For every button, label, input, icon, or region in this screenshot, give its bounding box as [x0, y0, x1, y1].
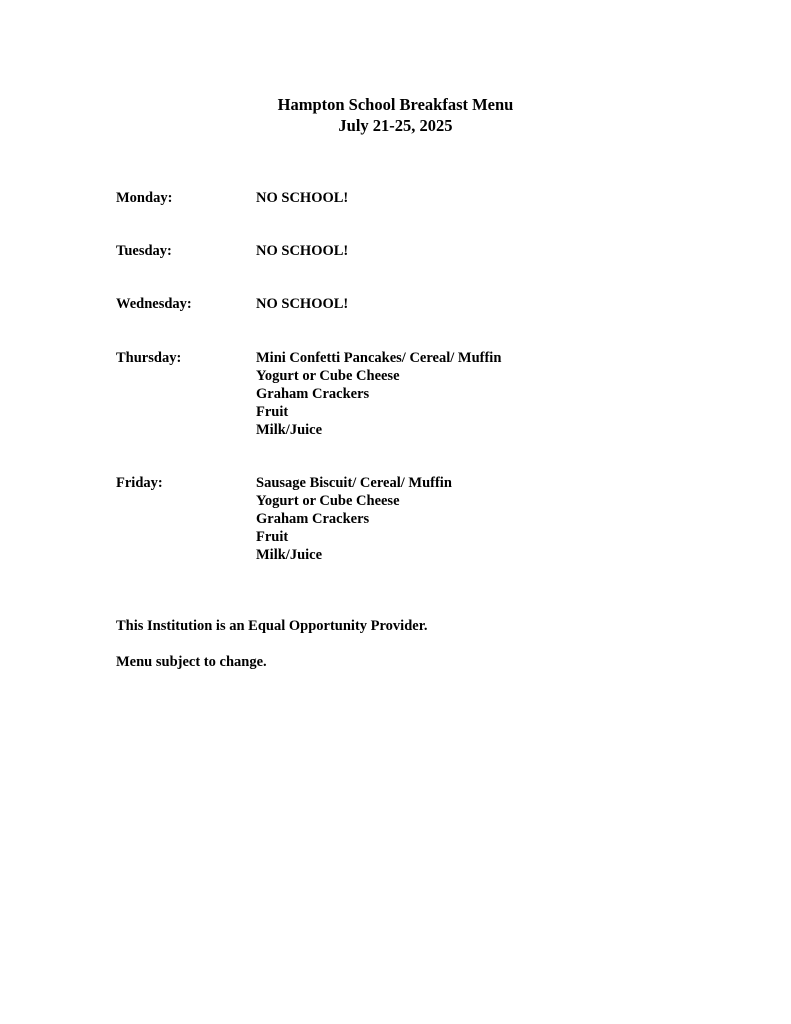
menu-item: Milk/Juice — [256, 422, 323, 438]
day-label-friday: Friday: — [116, 475, 163, 491]
equal-opportunity-statement: This Institution is an Equal Opportunity Provider. — [116, 618, 428, 634]
menu-header — [0, 94, 791, 136]
menu-item: Milk/Juice — [256, 547, 323, 563]
day-items-wednesday — [256, 295, 348, 313]
menu-item: NO SCHOOL! — [256, 190, 349, 206]
day-label-monday: Monday: — [116, 190, 173, 206]
day-label-thursday: Thursday: — [116, 350, 182, 366]
day-items-friday — [256, 474, 452, 564]
menu-disclaimer: Menu subject to change. — [116, 654, 267, 670]
menu-item: Fruit — [256, 529, 289, 545]
menu-item: Fruit — [256, 404, 289, 420]
menu-item: NO SCHOOL! — [256, 296, 349, 312]
menu-dates: July 21-25, 2025 — [338, 116, 453, 135]
menu-item: Mini Confetti Pancakes/ Cereal/ Muffin — [256, 350, 502, 366]
day-items-tuesday — [256, 242, 348, 260]
day-items-monday — [256, 189, 348, 207]
menu-item: NO SCHOOL! — [256, 243, 349, 259]
menu-item: Yogurt or Cube Cheese — [256, 368, 400, 384]
day-items-thursday — [256, 349, 501, 439]
page-title: Hampton School Breakfast Menu — [277, 95, 514, 114]
day-label-tuesday: Tuesday: — [116, 243, 172, 259]
menu-item: Graham Crackers — [256, 511, 370, 527]
menu-item: Sausage Biscuit/ Cereal/ Muffin — [256, 475, 452, 491]
day-label-wednesday: Wednesday: — [116, 296, 192, 312]
menu-item: Graham Crackers — [256, 386, 370, 402]
menu-item: Yogurt or Cube Cheese — [256, 493, 400, 509]
